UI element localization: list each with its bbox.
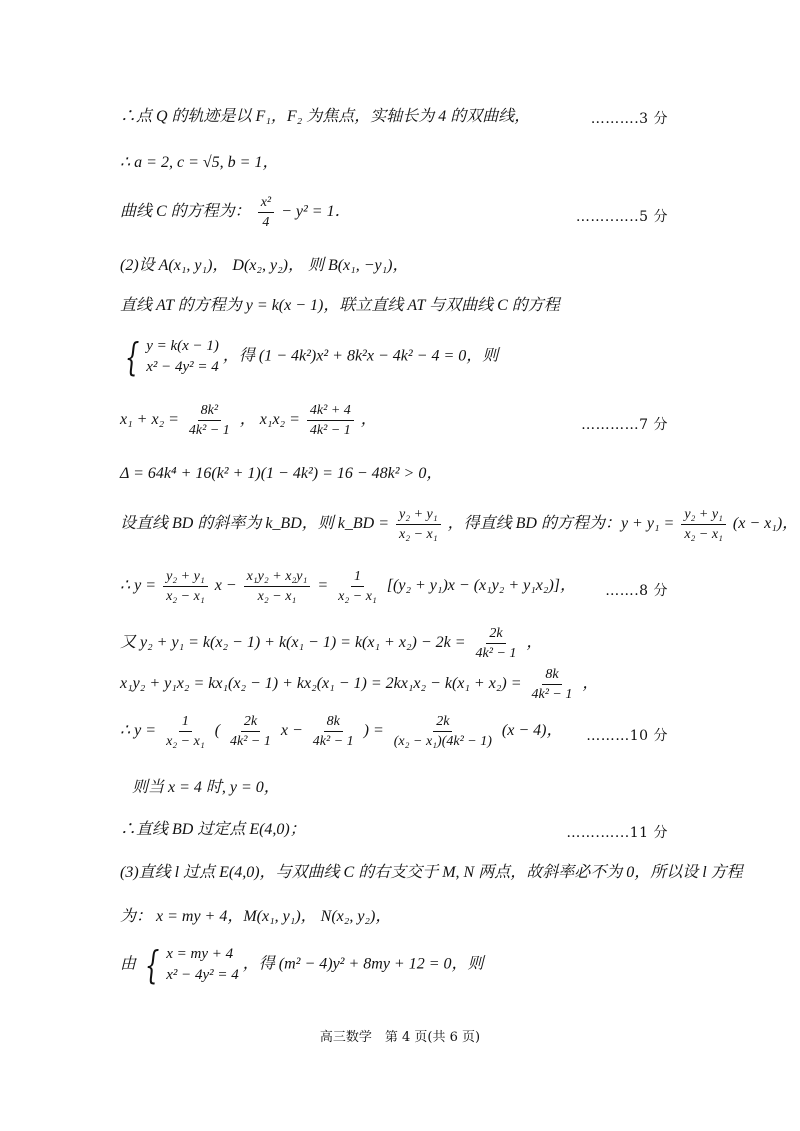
text-segment: (x − 4)， (501, 722, 563, 740)
fraction-numerator: x₁y₂ + x₂y₁ (244, 568, 311, 587)
equation-system (120, 336, 219, 378)
fraction (681, 506, 726, 543)
text-segment: x − (280, 722, 303, 740)
line-line-l-equation: 为： x = my + 4，M(x₁, y₁)， N(x₂, y₂)， (120, 908, 392, 925)
line-trajectory-statement: ∴点 Q 的轨迹是以 F₁，F₂ 为焦点，实轴长为 4 的双曲线， (120, 108, 531, 125)
text-segment: ( (214, 722, 221, 740)
line-system-1 (120, 336, 498, 378)
text-segment: ， x₁x₂ = (239, 411, 300, 429)
fraction-numerator: 1 (179, 713, 192, 732)
fraction (396, 506, 441, 543)
score-11: …….…...11 分 (566, 825, 668, 841)
line-abc-values: ∴ a = 2, c = √5, b = 1， (120, 154, 279, 171)
score-10: ………10 分 (586, 728, 668, 744)
fraction-denominator: 4k² − 1 (188, 423, 230, 438)
fraction-denominator: 4k² − 1 (312, 734, 354, 749)
fraction-denominator: x₂ − x₁ (684, 527, 723, 542)
line-sum-y (120, 625, 542, 662)
text-segment: [(y₂ + y₁)x − (x₁y₂ + y₁x₂)]， (386, 577, 577, 595)
line-x-equals-4: 则当 x = 4 时, y = 0， (132, 779, 280, 796)
text-segment: 曲线 C 的方程为： (120, 203, 251, 221)
line-curve-equation (120, 194, 351, 231)
line-part2-setup: (2)设 A(x₁, y₁)， D(x₂, y₂)， 则 B(x₁, −y₁)， (120, 257, 409, 274)
fraction-numerator: x² (258, 194, 274, 213)
fraction-denominator: 4k² − 1 (531, 687, 573, 702)
left-brace: { (124, 335, 140, 379)
fraction-denominator: 4 (262, 215, 270, 230)
fraction-denominator: 4k² − 1 (230, 734, 271, 749)
text-segment: (x − x₁)， (732, 515, 799, 533)
fraction-denominator: x₂ − x₁ (399, 527, 438, 542)
fraction (258, 194, 274, 231)
text-segment: 设直线 BD 的斜率为 k_BD，则 k_BD = (120, 515, 389, 533)
fraction-numerator: y₂ + y₁ (163, 568, 208, 587)
fraction (473, 625, 520, 662)
fraction-numerator: 2k (486, 625, 505, 644)
text-segment: x₁y₂ + y₁x₂ = kx₁(x₂ − 1) + kx₂(x₁ − 1) = 2kx₁x₂ − k(x₁ + x₂) = (120, 675, 522, 693)
text-segment: ∴ y = (120, 577, 157, 595)
text-segment: ， (360, 411, 377, 429)
line-bd-slope (120, 506, 798, 543)
line-bd-simplified (120, 713, 562, 750)
text-segment: ∴ y = (120, 722, 157, 740)
line-bd-expanded (120, 568, 576, 605)
fraction (529, 666, 576, 703)
text-segment: 由 (120, 955, 137, 973)
fraction-denominator: 4k² − 1 (475, 646, 517, 661)
score-7: …………7 分 (581, 417, 668, 433)
fraction-numerator: 1 (351, 568, 364, 587)
text-segment: x − (214, 577, 237, 595)
equation-system (140, 944, 239, 986)
fraction-numerator: y₂ + y₁ (681, 506, 726, 525)
fraction-denominator: 4k² − 1 (309, 423, 351, 438)
fraction (186, 402, 233, 439)
fraction (391, 713, 495, 750)
fraction-numerator: 8k (542, 666, 561, 685)
fraction-numerator: 2k (433, 713, 452, 732)
line-cross-product (120, 666, 598, 703)
fraction-numerator: 8k (324, 713, 343, 732)
line-system-2 (120, 944, 484, 986)
page-footer: 高三数学 第 4 页(共 6 页) (319, 1030, 481, 1045)
line-discriminant: Δ = 64k⁴ + 16(k² + 1)(1 − 4k²) = 16 − 48k² > 0， (120, 465, 443, 482)
fraction-denominator: x₂ − x₁ (166, 734, 205, 749)
fraction-numerator: 8k² (198, 402, 221, 421)
text-segment: 又 y₂ + y₁ = k(x₂ − 1) + k(x₁ − 1) = k(x₁ + x₂) − 2k = (120, 634, 466, 652)
text-segment: ， (582, 675, 599, 693)
fraction-denominator: x₂ − x₁ (166, 589, 205, 604)
text-segment: ) = (363, 722, 384, 740)
text-segment: − y² = 1． (281, 203, 351, 221)
text-segment: ，得 (1 − 4k²)x² + 8k²x − 4k² − 4 = 0，则 (222, 347, 499, 365)
score-3: ……….3 分 (590, 111, 668, 127)
line-fixed-point: ∴直线 BD 过定点 E(4,0)； (120, 821, 306, 838)
fraction-denominator: (x₂ − x₁)(4k² − 1) (393, 734, 492, 749)
line-vieta (120, 402, 377, 439)
fraction-denominator: x₂ − x₁ (257, 589, 297, 604)
left-brace: { (144, 943, 160, 987)
fraction (227, 713, 274, 750)
fraction (244, 568, 311, 605)
fraction (163, 713, 208, 750)
line-part3-intro: (3)直线 l 过点 E(4,0)，与双曲线 C 的右支交于 M, N 两点，故斜率必不为 0，所以设 l 方程 (120, 864, 743, 881)
text-segment: = (317, 577, 329, 595)
score-8: …….8 分 (605, 583, 668, 599)
text-segment: ，得 (m² − 4)y² + 8my + 12 = 0，则 (242, 955, 484, 973)
text-segment: ， (526, 634, 543, 652)
fraction-numerator: y₂ + y₁ (396, 506, 441, 525)
fraction-denominator: x₂ − x₁ (338, 589, 377, 604)
system-row: y = k(x − 1) (146, 338, 219, 354)
score-5: ……..…..5 分 (575, 209, 668, 225)
fraction (335, 568, 380, 605)
text-segment: ，得直线 BD 的方程为：y + y₁ = (447, 515, 675, 533)
text-segment: x₁ + x₂ = (120, 411, 179, 429)
line-at-equation: 直线 AT 的方程为 y = k(x − 1)，联立直线 AT 与双曲线 C 的方程 (120, 297, 560, 314)
fraction-numerator: 2k (241, 713, 260, 732)
system-row: x = my + 4 (166, 946, 234, 962)
fraction (163, 568, 208, 605)
system-row: x² − 4y² = 4 (166, 967, 239, 983)
fraction (310, 713, 357, 750)
fraction (307, 402, 354, 439)
fraction-numerator: 4k² + 4 (307, 402, 354, 421)
system-row: x² − 4y² = 4 (146, 359, 219, 375)
